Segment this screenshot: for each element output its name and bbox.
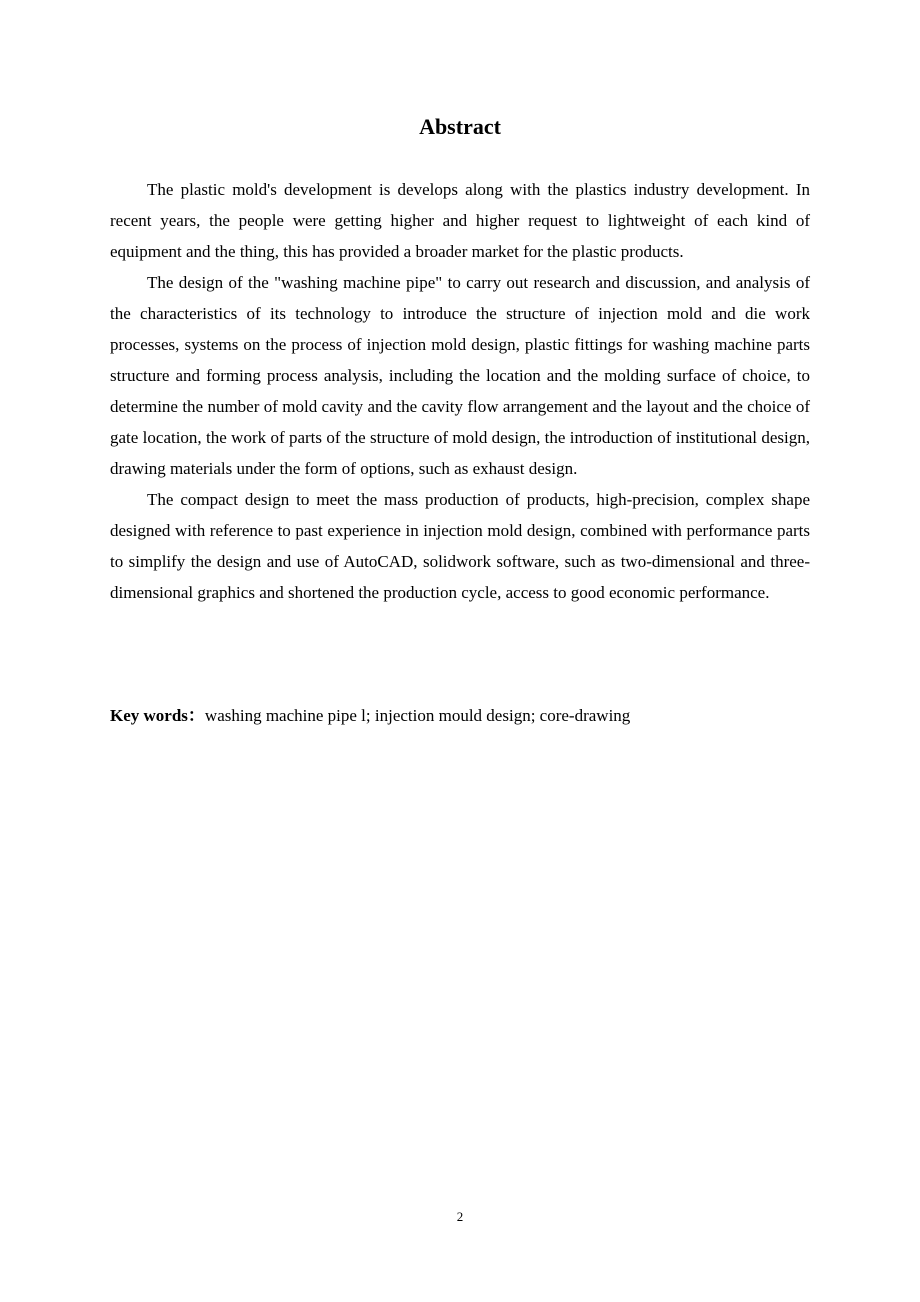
abstract-paragraph-2: The design of the "washing machine pipe" to carry out research and discussion, and analysis of the characteristics of its technology to introduce the structure of injection mold and die work processes, systems on the process of injection mold design, plastic fittings for washing machine parts structure and forming process analysis, including the location and the molding surface of choice, to determine the number of mold cavity and the cavity flow arrangement and the layout and the choice of gate location, the work of parts of the structure of mold design, the introduction of institutional design, drawing materials under the form of options, such as exhaust design. <box>110 273 810 478</box>
keywords-value: washing machine pipe l; injection mould design; core-drawing <box>204 706 631 725</box>
keywords-label: Key words： <box>110 706 205 725</box>
abstract-body <box>110 174 810 608</box>
keywords-line <box>110 702 810 730</box>
abstract-title: Abstract <box>419 114 501 139</box>
page-number: 2 <box>456 1209 464 1224</box>
abstract-paragraph-1: The plastic mold's development is develops along with the plastics industry development. In recent years, the people were getting higher and higher request to lightweight of each kind of equipment and the thing, this has provided a broader market for the plastic products. <box>110 180 810 261</box>
abstract-paragraph-3: The compact design to meet the mass production of products, high-precision, complex shape designed with reference to past experience in injection mold design, combined with performance parts to simplify the design and use of AutoCAD, solidwork software, such as two-dimensional and three-dimensional graphics and shortened the production cycle, access to good economic performance. <box>110 490 810 602</box>
